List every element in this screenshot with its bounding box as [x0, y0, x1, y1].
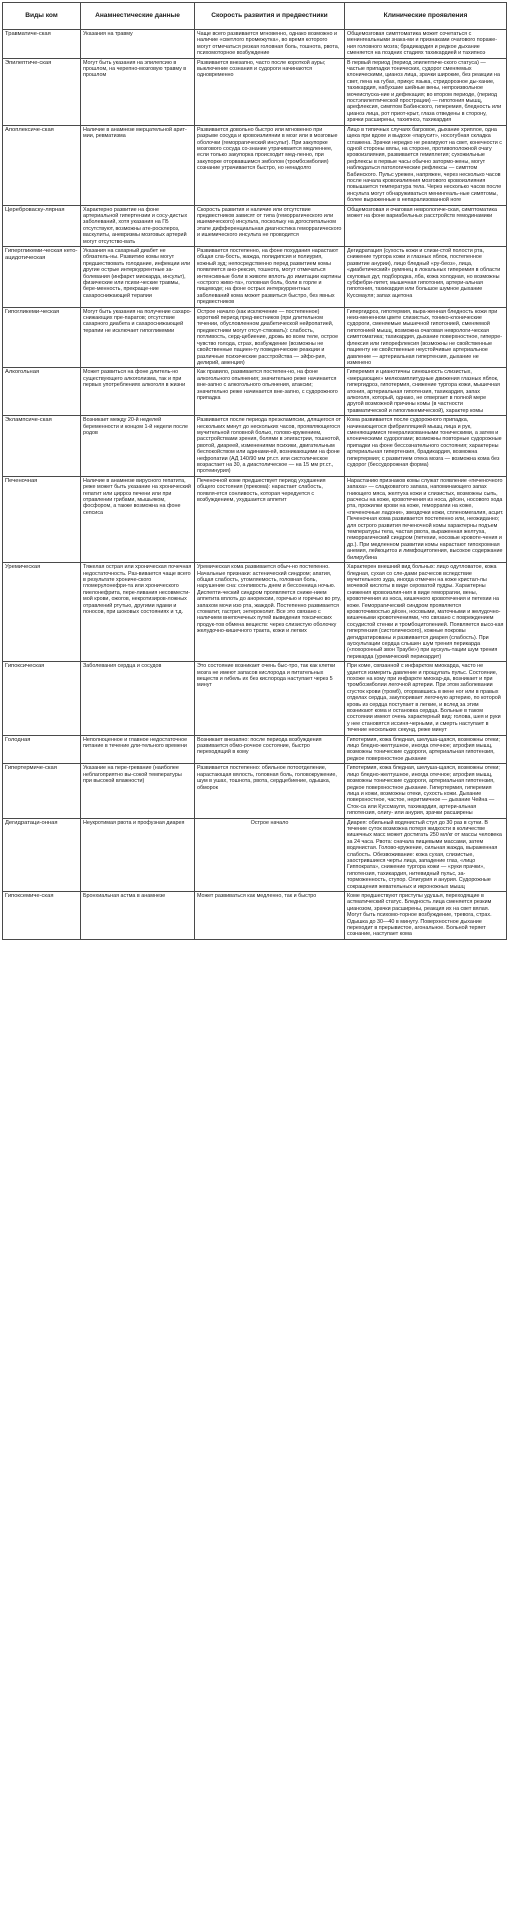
coma-types-table — [2, 2, 507, 940]
coma-type-cell: Гипертермиче-ская — [3, 764, 81, 818]
onset-cell: Это состояние возникает очень быс-тро, так как клетки мозга не имеют запасов кислорода и питательных веществ и гибель их без кислорода наступает через 5 минут — [195, 662, 345, 735]
clinical-cell: Гиперемия и цианотичны синюшность слизистых, «мерцающие» мелкоамплитудные движения глазных яблок, гипергидроз, гипотермия, снижение тургора кожи, мышечная атония, артериальная гипотензия, тахикардия, запах алкоголя, который, однако, не отвергает в полной мере другой возможной причины комы (в частности травматической и гипогликемической), характер комы — [345, 368, 507, 416]
clinical-cell: Диарея: обильный водянистый стул до 30 раз в сутки. В течение суток возможна потеря жидкости в количестве кишечных масс может достигать 250 мл/кг от массы человека за 24 часа. Рвота: сначала пищевыми массами, затем водянистая. Голово-кружение, сильная жажда, выраженная слабость. Обезвоживание: кожа сухая, слизистые, заострившиеся черты лица, западение глаз, «лицо Гиппократа», снижение тургора кожи — «руки прачки», гипотензия, тахикардия, нитевидный пульс, за-торможенность, ступор. Олигурия и анурия. Судорожные сокращения жевательных и икроножных мышц — [345, 818, 507, 891]
anamnesis-cell: Бронхиальная астма в анамнезе — [81, 892, 195, 940]
onset-cell: Чаще всего развивается мгновенно, однако возможно и наличие «светлого промежутка», во время которого могут отмечаться резкая головная боль, тошнота, рвота, психомоторное возбуждение — [195, 30, 345, 59]
coma-type-cell: Травматиче-ская — [3, 30, 81, 59]
clinical-cell: Гипотермия, кожа бледная, шелуша-щаяся, возможны отеки; лицо бледно-желтушное, иногда отечное; атрофия мышц, возможны тонические судороги, артериальная гипотензия, редкое поверхностное дыхание — [345, 735, 507, 764]
table-row — [3, 563, 507, 662]
clinical-cell: Характерен внешний вид больных: лицо одутловатое, кожа бледная, сухая со сле-дами расчесов вследствие мучительного зуда, иногда отмечен на коже кристал-лы мочевой кислоты в виде сероватой пудры. Характерны снижения кровоизлия-ния в виде геморрагии, вены, кровотечения из носа, кишечного кровотечения и петехии на коже. Геморрагический синдром проявляется кровоточивостью дёсен, носовыми, маточными и желудочно-кишечными кровотечениями, что связано с повреждением сосудистой стенки и тромбоцитопенией. Появляется высо-кая гипертензия (систолического), кожные покровы дегидратированы и развивается диарея (слабость). При аускультации сердца слышен шум трения перикарда («похоронный звон Траубе») при аускуль-тации шум трения перикарда (уремический перикардит) — [345, 563, 507, 662]
coma-type-cell: Гипоксическая — [3, 662, 81, 735]
header-onset: Скорость развития и предвестники — [195, 3, 345, 30]
onset-cell: Возникает внезапно: после периода возбуждения развивается обмо-рочное состояние, быстро переходящий в кому — [195, 735, 345, 764]
coma-type-cell: Уремическая — [3, 563, 81, 662]
onset-cell: Острое начало — [195, 818, 345, 891]
table-row — [3, 735, 507, 764]
clinical-cell: Гипергидроз, гипотермия, выра-женная бледность кожи при неиз-мененном цвете слизистых, тонико-клонические судороги, сменяемые мышечной гипотонией, сменяемой гипотонией мышц, возможна очаговая неврологи-ческая симптоматика; тахикардия, дыхание поверхностное, гиперре-флексия или гипорефлексия (возможны не свойственные пациенту не свойственные неустойчивые артериальное давление — артериальная гипертензия, дыхание не изменено — [345, 307, 507, 368]
anamnesis-cell: Наличие в анамнезе вирусного гепатита, реже может быть указание на хронический гепатит или цирроз печени или при отравлении грибами, мышьяком, фосфором, а также возможна на фоне сепсиса — [81, 476, 195, 562]
onset-cell: Развивается внезапно, часто после короткой ауры; выключение сознания и судороги начинаются одновременно — [195, 58, 345, 125]
coma-type-cell: Гипоксемиче-ская — [3, 892, 81, 940]
clinical-cell: При коме, связанной с инфарктом миокарда, часто не удается измерить давление и прощупать пульс. Состояние, похоже на кому при инфаркте миокар-да, возникает и при тромбоэмболии легочной артерии. При этом заболевании сгусток крови (тромб), оторвавшись в вене ног или в правых отделах сердца, закупоривает легочную артерию, по которой кровь из сердца поступает в легкие, и вслед за этим возникают кома и остановка сердца. Больные в таком состоянии имеют очень характерный вид: голова, шея и руки у нее становятся иссиня-черными, и смерть наступает в течение нескольких секунд, реже минут — [345, 662, 507, 735]
header-row — [3, 3, 507, 30]
onset-cell: Как правило, развивается постепен-но, на фоне алкогольного опьянения; значительно реже начинается вне-запно с алкогольного опьянения, атаксии; значительно реже начинается вне-запно, с судорожного припадка — [195, 368, 345, 416]
onset-cell: Развивается постепенно: обильное потоотделение, нарастающая вялость, головная боль, головокружение, шум в ушах, тошнота, рвота, сердцебиение, одышка, обморок — [195, 764, 345, 818]
anamnesis-cell: Могут быть указания на эпилепсию в прошлом, на черепно-мозговую травму в прошлом — [81, 58, 195, 125]
table-row — [3, 662, 507, 735]
anamnesis-cell: Наличие в анамнезе мерцательной арит-мии, ревматизма — [81, 125, 195, 205]
table-row — [3, 476, 507, 562]
table-row — [3, 416, 507, 477]
table-row — [3, 764, 507, 818]
header-anamnesis: Анамнестические данные — [81, 3, 195, 30]
table-row — [3, 247, 507, 308]
clinical-cell: Общемозговая и очаговая неврологиче-ская, симптоматика может на фоне вариабельных расстройств гемодинамики — [345, 205, 507, 246]
clinical-cell: Гипотермия, кожа бледная, шелуша-щаяся, возможны отеки; лицо бледно-желтушное, иногда отечное; атрофия мышц, возможны тонические судороги, артериальная гипотензия, редкое поверхностное дыхание. Гипертермия, гиперемия лица и кожи, возможны отеки, сухость кожи. Дыхание поверхностное, частое, неритмичное — дыхание Чейна — Сток-са или Куссмауля, тахикардия, артери-альная гипотензия, олигу- или анурия, зрачки расширены — [345, 764, 507, 818]
table-row — [3, 125, 507, 205]
anamnesis-cell: Тяжелая острая или хроническая почечная недостаточность. Раз-вивается чаще всего в результате хрониче-ского гломерулонефри-та или хронического пиелонефрита, пере-ливания несовмести-мой крови, ожогов, некротизиров-ложных отравлений ртутью, другими ядами и поносов, при шоковых состояниях и т.д. — [81, 563, 195, 662]
coma-type-cell: Гипогликеми-ческая — [3, 307, 81, 368]
clinical-cell: Лицо в типичных случаях багровое, дыхание хриплое, одна щека при вдохе и выдохе «парусит», носогубная складка сглажена. Зрачки нередко не реагируют на свет, конечности с одной стороны вялы, на стороне, противоположной очагу кровоизлияния, развивается гемиплегия; сухожильные рефлексы в первые часы обычно затормо-жены, могут наблюдаться патологические рефлексы — симптом Бабинского. Пульс урежен, напряжен, через несколько часов после начала кровоизлияния мозгового кровоизлияния повышается температура тела. Через несколько часов после инсульта могут обнаруживаться менингеаль-ные симптомы, более выраженные в непарализованной ноге — [345, 125, 507, 205]
coma-type-cell: Гипергликеми-ческая кето-ацидотическая — [3, 247, 81, 308]
onset-cell: Развивается после периода преэклампсии, длящегося от нескольких минут до нескольких часов, проявляющегося мучительной головной болью, голово-кружением, расстройствами зрения, болями в эпигастрии, тошнотой, рвотой, диареей, изменениями психики, двигательным беспокойством или адинами-ей, возникающими на фоне нефропатии (АД 140/90 мм рт.ст. или систолическое возрастает на 30, а диастолическое — на 15 мм рт.ст., протеинурия) — [195, 416, 345, 477]
onset-cell: Развивается постепенно, на фоне похудания нарастают общая сла-бость, жажда, полидипсия и полиурия, кожный зуд; непосредственно перед развитием комы появляется ано-рексия, тошнота, могут отмечаться интенсивные боли в животе вплоть до имитации картины «острого живо-та», головная боль, боли в горле и пищеводе; на фоне острых интеркуррентных заболеваний кома может развиться быстро, без явных предвестников — [195, 247, 345, 308]
coma-type-cell: Эпилептиче-ская — [3, 58, 81, 125]
coma-type-cell: Алкогольная — [3, 368, 81, 416]
anamnesis-cell: Указания на травму — [81, 30, 195, 59]
onset-cell: Может развиваться как медленно, так и быстро — [195, 892, 345, 940]
onset-cell: Развивается довольно быстро или мгновенно при разрыве сосуда и кровоизлиянии в мозг или в мозговые оболочки (геморрагический инсульт). При закупорке мозгового сосуда со-знание утрачивается медленнее, если только закупорка происходит мед-ленно, при закупорке оторвавшимся эмболом (тромбоэмболия) сознание утрачивается быстро, но ненадолго — [195, 125, 345, 205]
table-row — [3, 368, 507, 416]
header-clinical: Клинические проявления — [345, 3, 507, 30]
page — [2, 2, 506, 940]
anamnesis-cell: Характерно развитие на фоне артериальной гипертензии и сосу-дистых заболеваний, хотя указания на ГБ отсутствуют, возможны ате-росклероз, васкулиты, аневризмы мозговых артерий могут отсутство-вать — [81, 205, 195, 246]
header-coma-type: Виды ком — [3, 3, 81, 30]
table-row — [3, 307, 507, 368]
coma-type-cell: Дегидратаци-онная — [3, 818, 81, 891]
anamnesis-cell: Неполноценное и главное недостаточное питание в течение дли-тельного времени — [81, 735, 195, 764]
coma-type-cell: Апоплексиче-ская — [3, 125, 81, 205]
anamnesis-cell: Заболевания сердца и сосудов — [81, 662, 195, 735]
table-row — [3, 892, 507, 940]
anamnesis-cell: Указание на пере-гревание (наиболее неблагоприятно вы-сокой температуры при высокой влажности) — [81, 764, 195, 818]
clinical-cell: Нарастанию признаков комы служат появление «печеночного запаха» — сладковатого запаха, напоминающего запах гниющего мяса, желтуха кожи и слизистых, возможны сыпь, расчесы на коже, кровотечения из носа, дёсен, носового хода рта, прожилки крови на коже, геморрагии на коже, «печеночные ладони», звездочки кожи, спленомегалия, асцит. Печеночная кома развивается постепенно или, неожиданно; для острого развития печеночной комы характерны подъем температуры тела, частая рвота, выраженная желтуха, геморрагический синдром (петехии, носовые кровоте-чения и др.). При медленном развитии комы нарастают гипохромная анемия, лейкоцитоз и лимфоцитопения, высокое содержание билирубина — [345, 476, 507, 562]
coma-type-cell: Цереброваску-лярная — [3, 205, 81, 246]
clinical-cell: Кома развивается после судорожного припадка, начинающегося фибрилляцией мышц лица и рук, сменяющимися генерализованными тоническими, а затем и клоническими судорогами; возможны повторные судорожные припадки на фоне бессознательного состояния; характерны артериальная гипертензия, брадикардия, возможна гипертермия; с развитием отека мозга — возможна кома без судорог (бессудорожная форма) — [345, 416, 507, 477]
table-row — [3, 205, 507, 246]
coma-type-cell: Голодная — [3, 735, 81, 764]
anamnesis-cell: Может развиться на фоне длитель-но существующего алкоголизма, так и при первых употреблениях алкоголя в жизни — [81, 368, 195, 416]
anamnesis-cell: Указания на сахарный диабет не обязатель-ны. Развитию комы могут предшествовать голодание, инфекции или другие острые интеркуррентные за-болевания (инфаркт миокарда, инсульт), физические или психи-ческие травмы, бере-менность, прекраще-ние сахароснижающей терапии — [81, 247, 195, 308]
clinical-cell: Коме предшествуют приступы удушья, переходящие в астматический статус. Бледность лица сменяется резким цианозом, зрачки расширены, реакция их на свет вялая. Могут быть психомо-торное возбуждение, тревога, страх. Одышка до 30—40 в минуту. Поверхностное дыхание переходит в прерывистое, агональное. Больной теряет сознание, наступает кома — [345, 892, 507, 940]
onset-cell: Острое начало (как исключение — постепенное) короткий период пред-вестников (при длительном течении, обусловленном диабетической нейропатией, предвестники могут отсут-ствовать): слабость, потливость, серд-цебиение, дрожь во всем теле, острое чувство голода, страх, возбуждение (возможны не свойственные пациен-ту поведенческие реакции и различные психические расстройства — эйфо-рия, делирий, аменция) — [195, 307, 345, 368]
table-row — [3, 818, 507, 891]
onset-cell: Уремическая кома развивается обыч-но постепенно. Начальные признаки: астенический синдром; апатия, общая слабость, утомляемость, головная боль, нарушение сна: сонливость днем и бессонница ночью. Диспепти-ческий синдром проявляется сниже-нием аппетита вплоть до анорексии, горечью и горечью во рту, запахом мочи изо рта, жаждой. Постепенно развивается стоматит, гастрит, энтероколит. Все это связано с наличием внепочечных путей выведения токсических продук-тов обмена веществ: через слизистую оболочку желудочно-кишечного тракта, кожи и легких — [195, 563, 345, 662]
onset-cell: Скорость развития и наличие или отсутствие предвестников зависят от типа (геморрагического или ишемического) инсульта, поскольку на догоспитальном этапе дифференциальная диагностика геморрагического и ишемического инсульта не проводится — [195, 205, 345, 246]
clinical-cell: Дегидратация (сухость кожи и слизи-стой полости рта, снижение тургора кожи и глазных яблок, постепенное развитие анурии), лицо бледный «ру-беоз», лица, «диабетический» румянец в локальных гиперемия в области скуловых дуг, подбородка, лба, кожа холодная, но возможны субфебри-литет, мышечная гипотония, артери-альная гипотония, тахикардия или большое шумное дыхание Куссмауля; запах ацетона — [345, 247, 507, 308]
clinical-cell: Общемозговая симптоматика может сочетаться с менингеальными знака-ми и признаками очагового пораже-ния головного мозга; брадикардия и редкое дыхание сменяется на поздних стадиях тахикардией и тахипноэ — [345, 30, 507, 59]
anamnesis-cell: Неукротимая рвота и профузная диарея — [81, 818, 195, 891]
table-row — [3, 30, 507, 59]
onset-cell: Печеночной коме предшествует период ухудшения общего состояния (прекома): нарастает слабость, появля-ется сонливость, которая чередуется с возбуждением, ухудшается аппетит — [195, 476, 345, 562]
table-row — [3, 58, 507, 125]
anamnesis-cell: Возникает между 20-й неделей беременности и концом 1-й недели после родов — [81, 416, 195, 477]
clinical-cell: В первый период (период эпилептиче-ского статуса) — частые припадки тонических, судорог сменяемых клоническими, цианоз лица, зрачки широкие, без реакции на свет, пена на губах, прикус языка, стридорозное ды-хание, тахикардия, набухшие шейные вены, непроизвольное мочеиспуска-ние и дефекация; во втором периоде, (период постэпилептической прострации) — гипотония мышц, арефлексия, симптом Бабинского, гиперемия, бледность или цианоз лица, рот приот-крыт, глаза отведены в сторону, зрачки расширены, тахипноэ, тахикардия — [345, 58, 507, 125]
coma-type-cell: Печеночная — [3, 476, 81, 562]
coma-type-cell: Эклампсиче-ская — [3, 416, 81, 477]
anamnesis-cell: Могут быть указания на получение сахаро-снижающих пре-паратов; отсутствие сахарного диабета и сахароснижающей терапии не исключает гипогликемии — [81, 307, 195, 368]
